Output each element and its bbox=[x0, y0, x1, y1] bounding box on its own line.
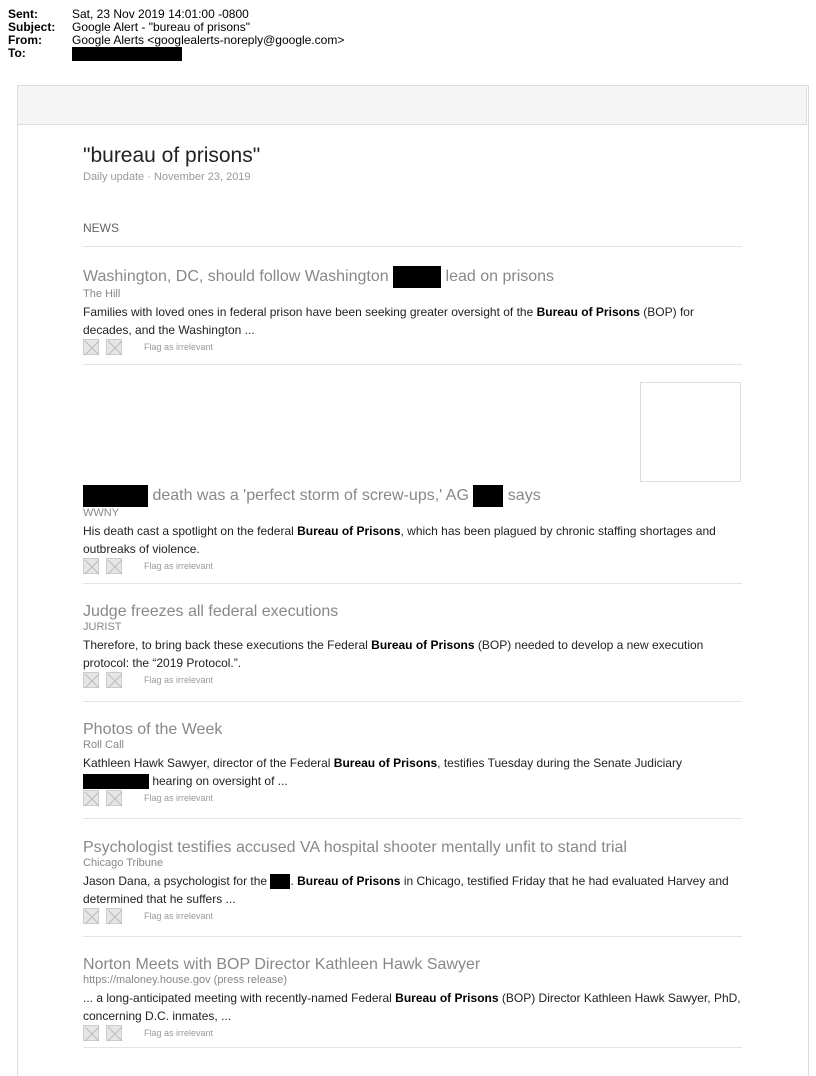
share-image-icon[interactable] bbox=[106, 908, 122, 924]
email-top-band bbox=[17, 85, 807, 125]
share-image-icon[interactable] bbox=[83, 558, 99, 574]
article-source: The Hill bbox=[83, 288, 121, 300]
article-snippet: His death cast a spotlight on the federal Bureau of Prisons, which has been plagued by chronic staffing shortages and outbreaks of violence. bbox=[83, 524, 716, 556]
article-source: WWNY bbox=[83, 507, 120, 519]
share-image-icon[interactable] bbox=[106, 558, 122, 574]
divider bbox=[83, 701, 742, 702]
item-actions bbox=[83, 1025, 743, 1041]
list-item bbox=[83, 721, 743, 806]
article-source: JURIST bbox=[83, 621, 122, 633]
subject-label: Subject: bbox=[8, 20, 56, 34]
item-actions bbox=[83, 558, 743, 574]
list-item bbox=[83, 956, 743, 1041]
share-image-icon[interactable] bbox=[106, 339, 122, 355]
item-actions bbox=[83, 672, 743, 688]
redaction-box bbox=[393, 266, 441, 288]
redaction-box bbox=[270, 874, 290, 889]
article-snippet: Kathleen Hawk Sawyer, director of the Federal Bureau of Prisons, testifies Tuesday during the Senate Judiciary hearing on oversight of ... bbox=[83, 756, 682, 788]
article-snippet: ... a long-anticipated meeting with recently-named Federal Bureau of Prisons (BOP) Director Kathleen Hawk Sawyer, PhD, concerning D.C. inmates, ... bbox=[83, 991, 741, 1023]
divider bbox=[83, 1047, 742, 1048]
list-item bbox=[83, 485, 743, 574]
sent-label: Sent: bbox=[8, 7, 38, 21]
divider bbox=[83, 818, 742, 819]
article-source: Roll Call bbox=[83, 739, 124, 751]
item-actions bbox=[83, 790, 743, 806]
redaction-box bbox=[83, 485, 148, 507]
share-image-icon[interactable] bbox=[83, 790, 99, 806]
redaction-box bbox=[72, 47, 182, 61]
article-snippet: Families with loved ones in federal prison have been seeking greater oversight of the Bureau of Prisons (BOP) for decades, and the Washington ... bbox=[83, 305, 694, 337]
alert-title: "bureau of prisons" bbox=[83, 144, 261, 167]
list-item bbox=[83, 266, 743, 355]
article-headline-link[interactable]: Norton Meets with BOP Director Kathleen Hawk Sawyer bbox=[83, 956, 481, 973]
email-header bbox=[8, 8, 344, 61]
article-headline-link[interactable]: Photos of the Week bbox=[83, 721, 223, 738]
article-snippet: Therefore, to bring back these executions the Federal Bureau of Prisons (BOP) needed to develop a new execution protocol: the “2019 Protocol.”. bbox=[83, 638, 704, 670]
article-headline-link[interactable]: Judge freezes all federal executions bbox=[83, 603, 339, 620]
flag-irrelevant-link[interactable]: Flag as irrelevant bbox=[144, 911, 214, 921]
share-image-icon[interactable] bbox=[83, 339, 99, 355]
subject-value: Google Alert - "bureau of prisons" bbox=[72, 20, 250, 34]
share-image-icon[interactable] bbox=[106, 1025, 122, 1041]
alert-subtitle: Daily update · November 23, 2019 bbox=[83, 171, 251, 183]
divider bbox=[83, 246, 742, 247]
article-source: Chicago Tribune bbox=[83, 857, 164, 869]
flag-irrelevant-link[interactable]: Flag as irrelevant bbox=[144, 1028, 214, 1038]
sent-value: Sat, 23 Nov 2019 14:01:00 -0800 bbox=[72, 7, 249, 21]
flag-irrelevant-link[interactable]: Flag as irrelevant bbox=[144, 675, 214, 685]
article-snippet: Jason Dana, a psychologist for the . Bureau of Prisons in Chicago, testified Friday that he had evaluated Harvey and determined that he suffers ... bbox=[83, 874, 729, 906]
item-actions bbox=[83, 908, 743, 924]
flag-irrelevant-link[interactable]: Flag as irrelevant bbox=[144, 793, 214, 803]
divider bbox=[83, 364, 742, 365]
item-actions bbox=[83, 339, 743, 355]
divider bbox=[83, 583, 742, 584]
share-image-icon[interactable] bbox=[83, 1025, 99, 1041]
redaction-box bbox=[83, 774, 149, 789]
redaction-box bbox=[473, 485, 503, 507]
flag-irrelevant-link[interactable]: Flag as irrelevant bbox=[144, 342, 214, 352]
from-value: Google Alerts <googlealerts-noreply@google.com> bbox=[72, 33, 345, 47]
share-image-icon[interactable] bbox=[106, 790, 122, 806]
email-body-frame bbox=[17, 85, 809, 1076]
article-headline-link[interactable]: Washington, DC, should follow Washington lead on prisons bbox=[83, 266, 743, 288]
from-label: From: bbox=[8, 33, 42, 47]
section-heading-news: NEWS bbox=[83, 221, 119, 235]
flag-irrelevant-link[interactable]: Flag as irrelevant bbox=[144, 561, 214, 571]
share-image-icon[interactable] bbox=[83, 672, 99, 688]
list-item bbox=[83, 603, 743, 688]
to-label: To: bbox=[8, 46, 26, 60]
list-item bbox=[83, 839, 743, 924]
article-source: https://maloney.house.gov (press release) bbox=[83, 974, 288, 986]
divider bbox=[83, 936, 742, 937]
article-headline-link[interactable]: Psychologist testifies accused VA hospital shooter mentally unfit to stand trial bbox=[83, 839, 627, 856]
article-headline-link[interactable]: death was a 'perfect storm of screw-ups,' AG says bbox=[83, 485, 743, 507]
article-thumbnail[interactable] bbox=[640, 382, 741, 482]
share-image-icon[interactable] bbox=[83, 908, 99, 924]
share-image-icon[interactable] bbox=[106, 672, 122, 688]
